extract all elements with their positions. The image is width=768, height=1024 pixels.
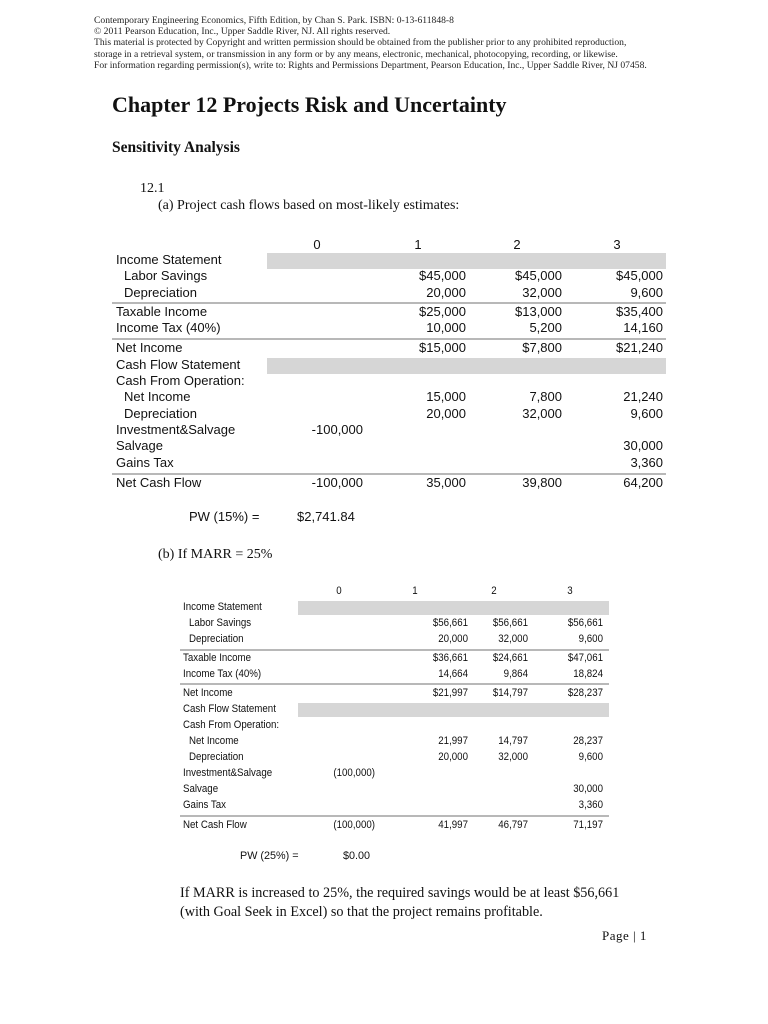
table-cell: 10,000 <box>426 320 466 335</box>
table-cell: 9,600 <box>578 751 603 763</box>
year-header: 0 <box>336 585 342 597</box>
row-label: Depreciation <box>189 633 244 645</box>
row-label: Cash From Operation: <box>183 719 280 731</box>
row-label: Investment&Salvage <box>116 422 236 437</box>
table-cell: $21,997 <box>432 687 468 699</box>
table-cell: $56,661 <box>492 617 528 629</box>
table-cell: $14,797 <box>492 687 528 699</box>
problem-number: 12.1 <box>140 181 165 196</box>
table-cell: $36,661 <box>432 652 468 664</box>
year-header: 1 <box>412 585 418 597</box>
table-cell: $21,240 <box>616 340 663 355</box>
copyright-line: For information regarding permission(s), write to: Rights and Permissions Department, Pearson Education, Inc., Upper Saddle River, NJ 07458. <box>94 59 647 71</box>
table-cell: 3,360 <box>578 799 603 811</box>
copyright-line: Contemporary Engineering Economics, Fifth Edition, by Chan S. Park. ISBN: 0-13-611848-8 <box>94 15 454 26</box>
table-cell: $24,661 <box>492 652 528 664</box>
table-cell: $7,800 <box>522 340 562 355</box>
copyright-line: storage in a retrieval system, or transmission in any form or by any means, electronic, mechanical, photocopying, recording, or likewise. <box>94 48 618 60</box>
year-header: 3 <box>567 585 573 597</box>
year-header: 1 <box>414 237 422 252</box>
pw-label-b: PW (25%) = <box>240 850 299 862</box>
table-cell: $45,000 <box>616 268 663 283</box>
row-label: Income Tax (40%) <box>183 668 262 680</box>
row-label: Cash From Operation: <box>116 373 245 388</box>
table-cell: 9,600 <box>578 633 603 645</box>
table-cell: 18,824 <box>573 668 603 680</box>
year-header: 3 <box>613 237 621 252</box>
row-label: Gains Tax <box>116 455 174 470</box>
chapter-title: Chapter 12 Projects Risk and Uncertainty <box>112 92 507 117</box>
row-label: Net Cash Flow <box>183 819 247 831</box>
row-label: Labor Savings <box>124 268 208 283</box>
table-cell: 20,000 <box>438 751 468 763</box>
row-label: Gains Tax <box>183 799 227 811</box>
table-cell: 20,000 <box>438 633 468 645</box>
pw-value-b: $0.00 <box>343 850 371 862</box>
table-cell: 15,000 <box>426 389 466 404</box>
section-band <box>267 253 666 269</box>
row-label: Depreciation <box>189 751 244 763</box>
table-cell: 41,997 <box>438 819 468 831</box>
row-label: Net Income <box>116 340 183 355</box>
table-cell: 30,000 <box>623 438 663 453</box>
row-label: Salvage <box>183 783 219 795</box>
table-cell: 14,160 <box>623 320 663 335</box>
part-b-label: (b) If MARR = 25% <box>158 547 273 562</box>
row-label: Salvage <box>116 438 163 453</box>
table-cell: 32,000 <box>522 285 562 300</box>
divider-rule <box>180 815 609 817</box>
table-cell: -100,000 <box>311 422 363 437</box>
copyright-line: This material is protected by Copyright and written permission should be obtained from the publisher prior to any prohibited reproduction, <box>94 37 627 49</box>
table-cell: $56,661 <box>432 617 468 629</box>
table-cell: 30,000 <box>573 783 603 795</box>
table-cell: 9,600 <box>630 285 663 300</box>
row-label: Investment&Salvage <box>183 767 273 779</box>
copyright-line: © 2011 Pearson Education, Inc., Upper Saddle River, NJ. All rights reserved. <box>94 26 391 38</box>
table-cell: 5,200 <box>529 320 562 335</box>
row-label: Labor Savings <box>189 617 252 629</box>
table-cell: 21,997 <box>438 735 468 747</box>
pw-label-a: PW (15%) = <box>189 509 260 524</box>
table-cell: $28,237 <box>567 687 603 699</box>
conclusion-text <box>180 884 619 922</box>
table-cell: $45,000 <box>419 268 466 283</box>
row-label: Net Income <box>183 687 233 699</box>
row-label: Net Income <box>189 735 239 747</box>
year-header: 0 <box>313 237 321 252</box>
row-label: Income Statement <box>183 601 262 613</box>
table-cell: 20,000 <box>426 285 466 300</box>
section-title: Sensitivity Analysis <box>112 139 240 156</box>
row-label: Taxable Income <box>116 304 208 319</box>
table-cell: $35,400 <box>616 304 663 319</box>
table-cell: $15,000 <box>419 340 466 355</box>
row-label: Cash Flow Statement <box>116 357 241 372</box>
table-cell: $45,000 <box>515 268 562 283</box>
table-cell: $47,061 <box>567 652 603 664</box>
table-cell: 3,360 <box>630 455 663 470</box>
pw-value-a: $2,741.84 <box>297 509 355 524</box>
conclusion-line: (with Goal Seek in Excel) so that the project remains profitable. <box>180 904 543 920</box>
table-cell: 14,797 <box>498 735 528 747</box>
row-label: Net Cash Flow <box>116 475 202 490</box>
table-cell: $25,000 <box>419 304 466 319</box>
table-cell: 64,200 <box>623 475 663 490</box>
table-cell: 35,000 <box>426 475 466 490</box>
row-label: Taxable Income <box>183 652 252 664</box>
table-cell: 9,864 <box>503 668 528 680</box>
table-cell: 21,240 <box>623 389 663 404</box>
section-band <box>298 601 609 615</box>
row-label: Net Income <box>124 389 191 404</box>
table-cell: $13,000 <box>515 304 562 319</box>
table-cell: 7,800 <box>529 389 562 404</box>
row-label: Depreciation <box>124 406 197 421</box>
divider-rule <box>180 683 609 685</box>
table-cell: 32,000 <box>498 633 528 645</box>
page-number: Page | 1 <box>602 928 647 943</box>
row-label: Depreciation <box>124 285 197 300</box>
table-cell: (100,000) <box>333 819 375 831</box>
row-label: Income Tax (40%) <box>116 320 221 335</box>
table-cell: 28,237 <box>573 735 603 747</box>
year-header: 2 <box>513 237 521 252</box>
table-cell: (100,000) <box>333 767 375 779</box>
row-label: Income Statement <box>116 252 222 267</box>
part-a-label: (a) Project cash flows based on most-likely estimates: <box>158 198 460 213</box>
section-band <box>267 358 666 374</box>
section-band <box>298 703 609 717</box>
row-label: Cash Flow Statement <box>183 703 276 715</box>
table-cell: 46,797 <box>498 819 528 831</box>
conclusion-line: If MARR is increased to 25%, the required savings would be at least $56,661 <box>180 885 620 901</box>
table-cell: 39,800 <box>522 475 562 490</box>
table-cell: 32,000 <box>522 406 562 421</box>
table-cell: $56,661 <box>567 617 603 629</box>
table-cell: 20,000 <box>426 406 466 421</box>
table-cell: 71,197 <box>573 819 603 831</box>
table-cell: 14,664 <box>438 668 468 680</box>
table-cell: 9,600 <box>630 406 663 421</box>
table-cell: -100,000 <box>311 475 363 490</box>
copyright-notice <box>94 15 647 71</box>
table-cell: 32,000 <box>498 751 528 763</box>
year-header: 2 <box>491 585 497 597</box>
